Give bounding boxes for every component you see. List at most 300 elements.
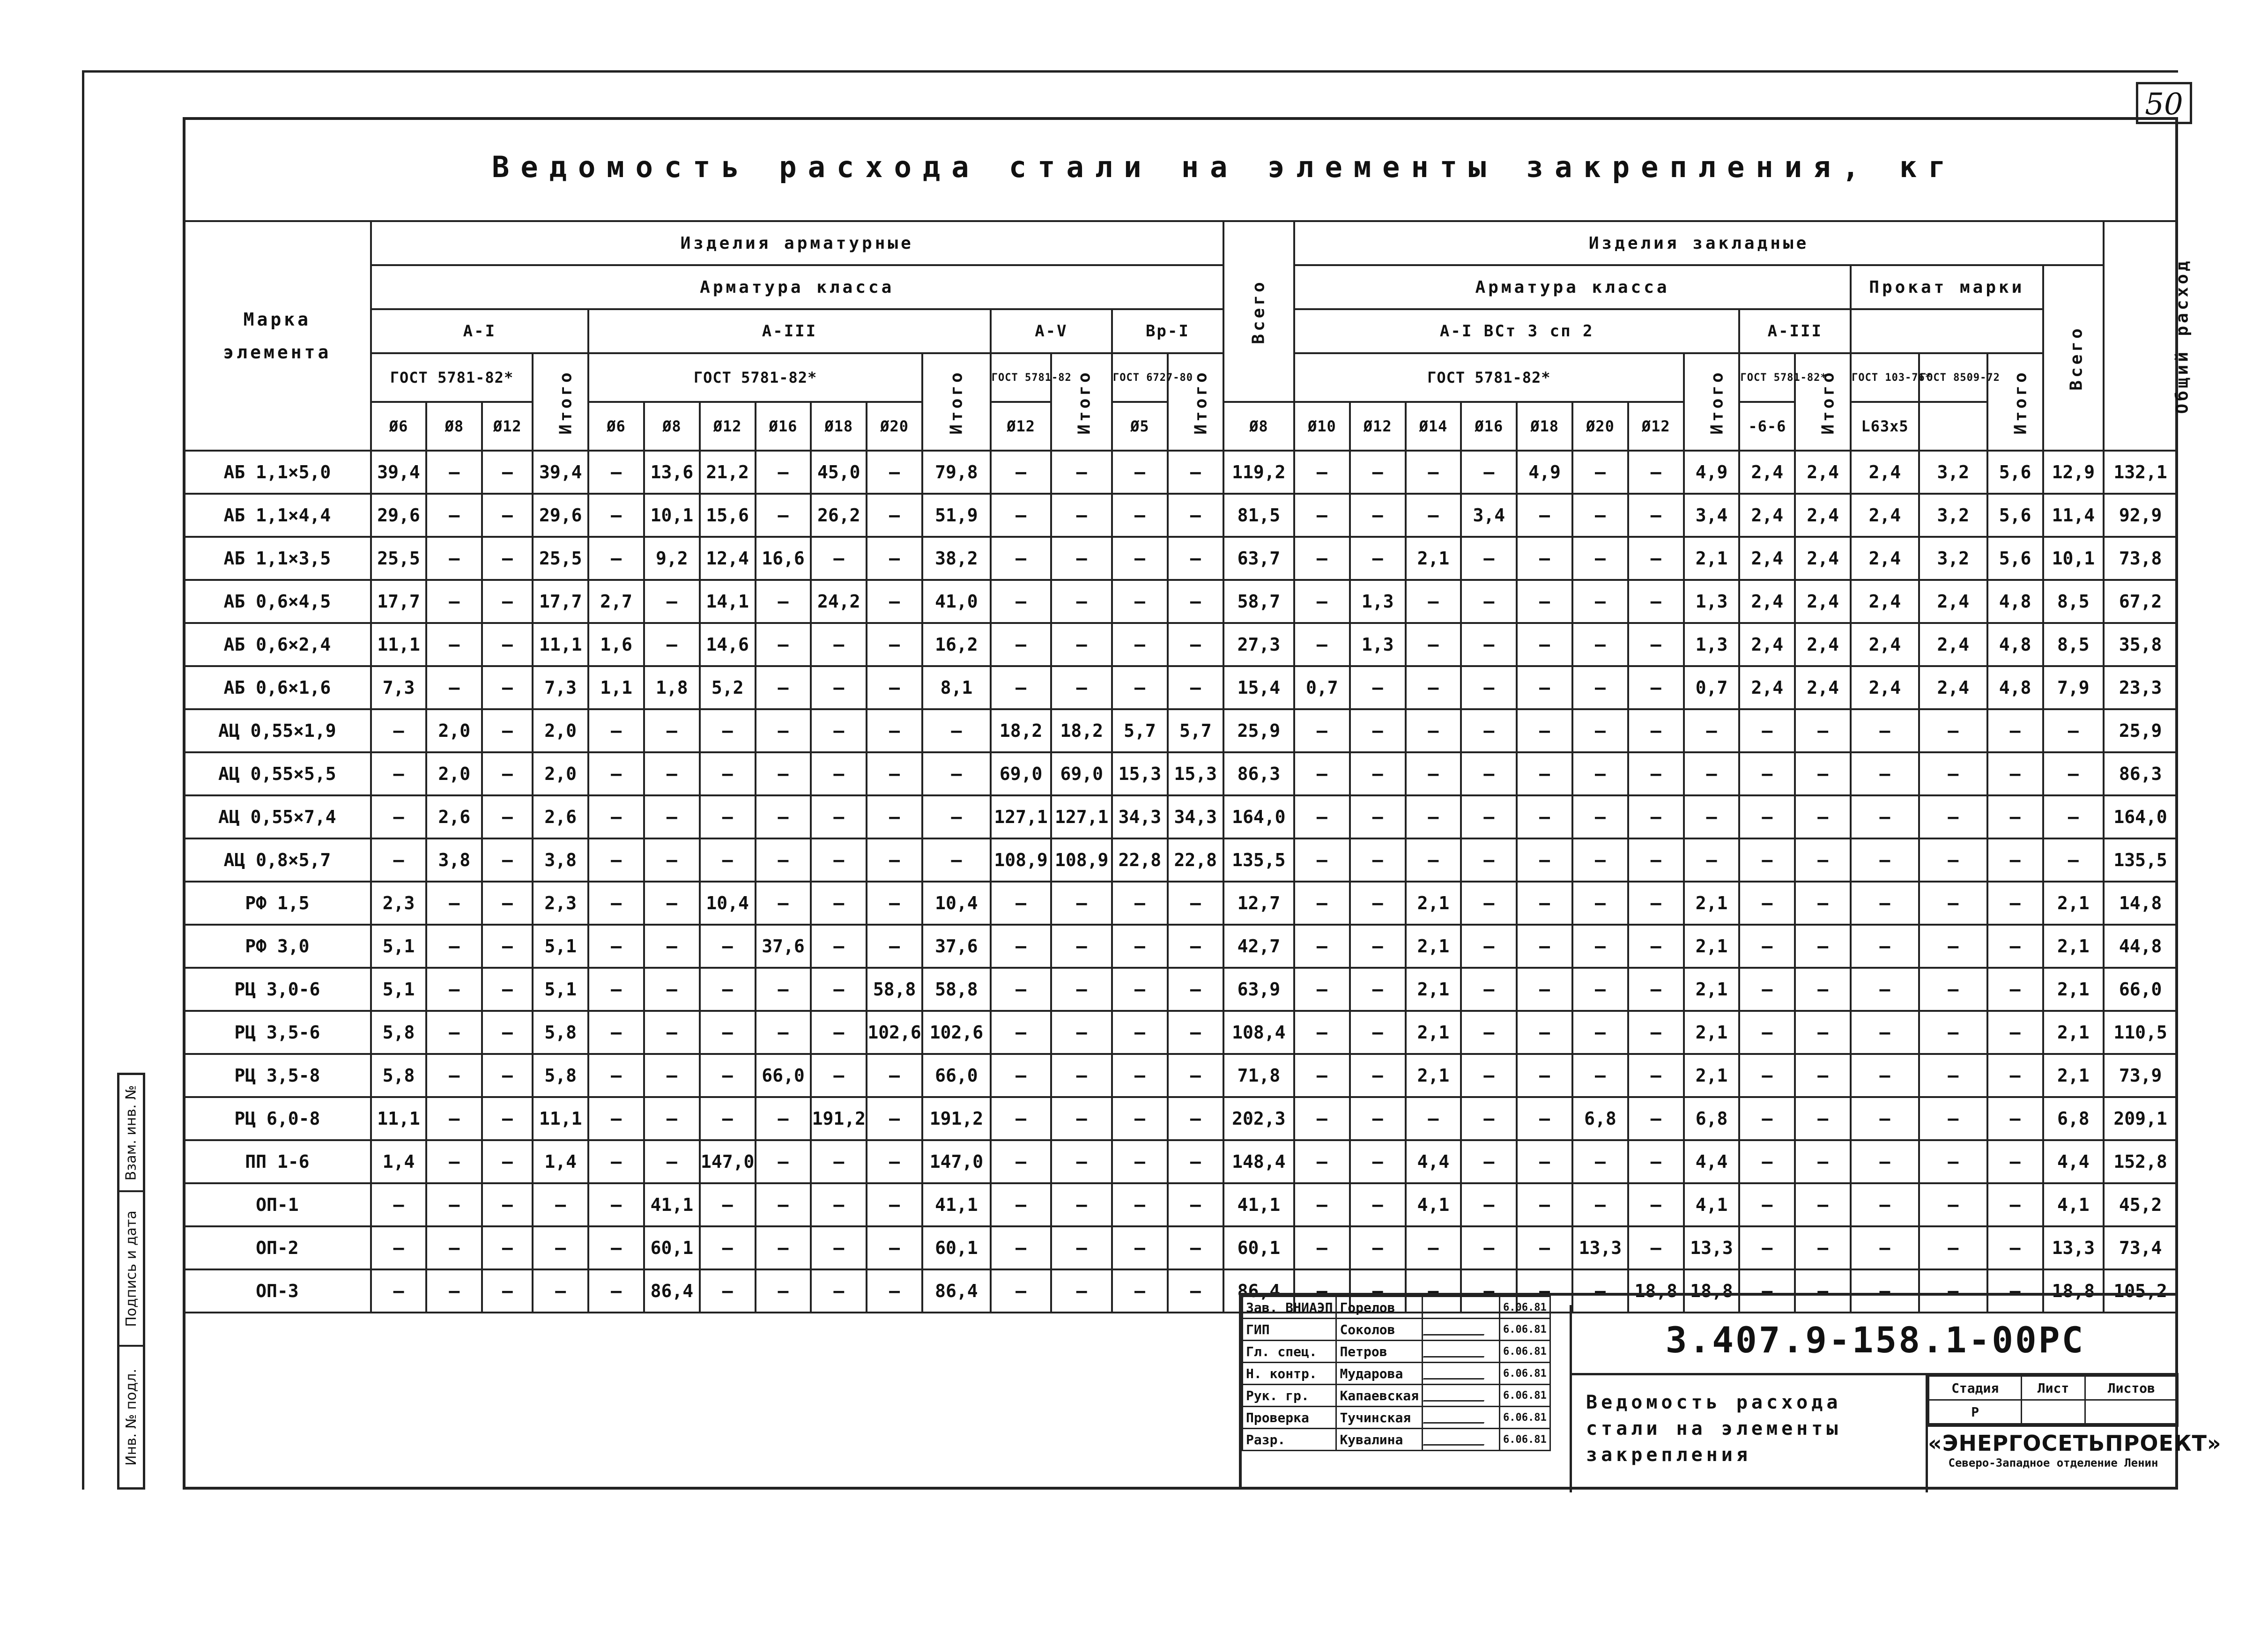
table-cell: —: [1350, 451, 1406, 494]
table-body: [184, 451, 2177, 1313]
table-cell: 22,8: [1168, 838, 1223, 882]
table-cell: —: [1517, 882, 1572, 925]
table-cell: 13,3: [2043, 1226, 2104, 1269]
table-cell: —: [1350, 1097, 1406, 1140]
table-row: [184, 925, 2177, 968]
gost-roll-1: ГОСТ 103-76*: [1851, 353, 1919, 402]
table-cell: —: [1051, 925, 1112, 968]
table-cell: —: [922, 709, 991, 752]
table-cell: —: [1461, 838, 1517, 882]
table-cell: —: [1168, 1140, 1223, 1183]
table-cell: —: [1572, 925, 1628, 968]
table-cell: —: [756, 1140, 811, 1183]
table-cell: —: [700, 709, 756, 752]
table-cell: —: [1517, 580, 1572, 623]
table-cell: —: [1572, 838, 1628, 882]
signature-row: [1243, 1363, 1550, 1385]
table-cell: —: [700, 1097, 756, 1140]
element-mark: ОП-3: [184, 1269, 371, 1313]
class-vri-header: Вр-I: [1112, 309, 1223, 353]
itogo-emb-aiii-header: Итого: [1795, 353, 1851, 451]
table-cell: —: [1294, 1226, 1350, 1269]
table-cell: 4,1: [2043, 1183, 2104, 1226]
table-cell: 1,1: [588, 666, 644, 709]
table-cell: —: [482, 494, 533, 537]
table-cell: 132,1: [2104, 451, 2177, 494]
table-cell: —: [1517, 795, 1572, 838]
table-cell: 86,3: [2104, 752, 2177, 795]
table-cell: —: [1987, 795, 2043, 838]
gost-av: ГОСТ 5781-82: [991, 353, 1052, 402]
table-cell: —: [482, 795, 533, 838]
table-cell: —: [756, 838, 811, 882]
itogo-ai-header: Итого: [533, 353, 588, 451]
table-cell: —: [1517, 1140, 1572, 1183]
signature-mark: [1423, 1297, 1500, 1319]
table-cell: 3,2: [1919, 494, 1987, 537]
embedded-rebar-class-header: Арматура класса: [1294, 265, 1851, 309]
table-cell: 152,8: [2104, 1140, 2177, 1183]
table-cell: —: [1051, 1097, 1112, 1140]
class-av-header: А-V: [991, 309, 1112, 353]
signature-date: 6.06.81: [1500, 1429, 1550, 1451]
signature-row: [1243, 1407, 1550, 1429]
table-cell: 11,4: [2043, 494, 2104, 537]
table-cell: —: [1461, 1140, 1517, 1183]
table-cell: 60,1: [1223, 1226, 1294, 1269]
table-cell: —: [644, 882, 700, 925]
table-cell: —: [371, 1269, 427, 1313]
table-cell: —: [1795, 925, 1851, 968]
table-cell: —: [426, 968, 482, 1011]
table-cell: —: [1406, 666, 1461, 709]
table-cell: —: [426, 1097, 482, 1140]
table-cell: —: [756, 752, 811, 795]
table-cell: 69,0: [1051, 752, 1112, 795]
table-cell: —: [482, 752, 533, 795]
table-cell: 58,8: [922, 968, 991, 1011]
table-cell: —: [482, 580, 533, 623]
table-row: [184, 709, 2177, 752]
table-cell: 11,1: [371, 1097, 427, 1140]
table-cell: —: [1628, 451, 1684, 494]
table-cell: 3,2: [1919, 451, 1987, 494]
table-cell: —: [1572, 1140, 1628, 1183]
element-mark: РЦ 3,0-6: [184, 968, 371, 1011]
table-cell: 191,2: [922, 1097, 991, 1140]
table-cell: —: [991, 925, 1052, 968]
table-cell: 18,8: [1628, 1269, 1684, 1313]
itogo-roll-header: Итого: [1987, 353, 2043, 451]
table-cell: 3,4: [1684, 494, 1740, 537]
table-cell: —: [700, 1054, 756, 1097]
table-cell: 86,4: [1223, 1269, 1294, 1313]
table-cell: —: [991, 882, 1052, 925]
table-cell: —: [1294, 968, 1350, 1011]
table-cell: —: [1168, 537, 1223, 580]
table-cell: —: [588, 1054, 644, 1097]
table-cell: —: [867, 1140, 922, 1183]
table-cell: —: [1461, 580, 1517, 623]
stage-value: Р: [1929, 1400, 2022, 1424]
title-block: [1239, 1293, 2222, 1490]
table-cell: —: [1851, 795, 1919, 838]
signature-date: 6.06.81: [1500, 1407, 1550, 1429]
table-cell: —: [644, 925, 700, 968]
table-cell: —: [1919, 882, 1987, 925]
table-cell: —: [1294, 451, 1350, 494]
table-cell: —: [1517, 968, 1572, 1011]
table-cell: —: [867, 925, 922, 968]
signature-name: Тучинская: [1336, 1407, 1423, 1429]
table-cell: —: [1851, 838, 1919, 882]
sheet-value: [2022, 1400, 2085, 1424]
table-cell: —: [588, 795, 644, 838]
table-cell: 12,9: [2043, 451, 2104, 494]
table-cell: —: [1795, 709, 1851, 752]
signature-name: Мударова: [1336, 1363, 1423, 1385]
table-cell: 44,8: [2104, 925, 2177, 968]
table-cell: —: [1795, 838, 1851, 882]
table-cell: —: [1168, 1269, 1223, 1313]
table-cell: —: [1987, 968, 2043, 1011]
table-cell: —: [1919, 1140, 1987, 1183]
signature-mark: [1423, 1407, 1500, 1429]
table-cell: 63,7: [1223, 537, 1294, 580]
table-cell: —: [756, 1183, 811, 1226]
table-cell: —: [1517, 494, 1572, 537]
table-cell: —: [991, 1140, 1052, 1183]
table-cell: —: [1517, 838, 1572, 882]
table-cell: —: [1112, 451, 1168, 494]
table-cell: 25,5: [371, 537, 427, 580]
table-cell: —: [588, 537, 644, 580]
table-cell: —: [1628, 666, 1684, 709]
document-name: Ведомость расхода стали на элементы закрепления: [1570, 1375, 1926, 1492]
col-vri-d5: Ø5: [1112, 402, 1168, 451]
table-cell: —: [482, 537, 533, 580]
table-cell: —: [756, 1269, 811, 1313]
table-cell: 5,8: [533, 1011, 588, 1054]
signature-role: Гл. спец.: [1243, 1341, 1336, 1363]
table-cell: —: [991, 1226, 1052, 1269]
table-cell: —: [811, 709, 867, 752]
table-cell: —: [1350, 838, 1406, 882]
element-mark: АЦ 0,55×1,9: [184, 709, 371, 752]
element-mark: РФ 3,0: [184, 925, 371, 968]
table-cell: 17,7: [533, 580, 588, 623]
table-cell: —: [426, 1011, 482, 1054]
table-cell: 108,4: [1223, 1011, 1294, 1054]
col-aiii-d16: Ø16: [756, 402, 811, 451]
table-cell: 25,5: [533, 537, 588, 580]
table-cell: 2,6: [426, 795, 482, 838]
table-cell: —: [1461, 795, 1517, 838]
table-cell: 2,4: [1919, 580, 1987, 623]
table-cell: 14,1: [700, 580, 756, 623]
table-cell: —: [1112, 666, 1168, 709]
table-cell: —: [371, 795, 427, 838]
table-cell: 1,8: [644, 666, 700, 709]
table-cell: 5,1: [371, 968, 427, 1011]
embedded-total-header: Всего: [2043, 265, 2104, 451]
table-cell: 11,1: [371, 623, 427, 666]
table-cell: —: [1406, 1097, 1461, 1140]
col-av-d12: Ø12: [991, 402, 1052, 451]
side-stamp-inv: Инв. № подл.: [123, 1368, 140, 1466]
table-cell: —: [1851, 1097, 1919, 1140]
table-cell: —: [426, 1140, 482, 1183]
table-cell: —: [1572, 623, 1628, 666]
rolled-gost-blank: [1851, 309, 2043, 353]
table-row: [184, 451, 2177, 494]
table-cell: 39,4: [371, 451, 427, 494]
table-cell: —: [371, 1183, 427, 1226]
table-cell: —: [1684, 838, 1740, 882]
table-cell: 42,7: [1223, 925, 1294, 968]
table-cell: —: [482, 1183, 533, 1226]
table-cell: —: [426, 1226, 482, 1269]
table-cell: —: [1572, 882, 1628, 925]
table-cell: —: [588, 494, 644, 537]
signature-role: Проверка: [1243, 1407, 1336, 1429]
table-cell: 73,4: [2104, 1226, 2177, 1269]
gost-emb-aiii: ГОСТ 5781-82*: [1739, 353, 1795, 402]
table-cell: 135,5: [1223, 838, 1294, 882]
table-cell: 29,6: [533, 494, 588, 537]
document-title: Ведомость расхода стали на элементы закрепления, кг: [492, 150, 1957, 184]
table-cell: —: [1987, 1011, 2043, 1054]
table-cell: 2,1: [1684, 1054, 1740, 1097]
element-mark: ОП-2: [184, 1226, 371, 1269]
table-cell: —: [1461, 1011, 1517, 1054]
table-cell: —: [588, 882, 644, 925]
table-cell: —: [1684, 709, 1740, 752]
table-cell: 58,8: [867, 968, 922, 1011]
table-cell: 2,1: [2043, 925, 2104, 968]
table-cell: —: [426, 925, 482, 968]
table-cell: 66,0: [922, 1054, 991, 1097]
table-cell: —: [588, 451, 644, 494]
table-cell: —: [991, 1054, 1052, 1097]
table-cell: —: [756, 882, 811, 925]
table-cell: 2,1: [1406, 1011, 1461, 1054]
table-cell: —: [1572, 752, 1628, 795]
table-cell: —: [426, 623, 482, 666]
table-cell: 164,0: [1223, 795, 1294, 838]
table-cell: 73,9: [2104, 1054, 2177, 1097]
table-cell: —: [1350, 1226, 1406, 1269]
table-cell: —: [991, 1011, 1052, 1054]
table-cell: —: [1517, 623, 1572, 666]
table-cell: 2,1: [1406, 925, 1461, 968]
itogo-vri-header: Итого: [1168, 353, 1223, 451]
table-cell: —: [1168, 451, 1223, 494]
table-cell: 5,7: [1112, 709, 1168, 752]
table-cell: —: [482, 623, 533, 666]
table-cell: 5,8: [371, 1011, 427, 1054]
table-cell: —: [756, 580, 811, 623]
table-cell: 2,1: [1684, 925, 1740, 968]
table-cell: 60,1: [922, 1226, 991, 1269]
table-cell: —: [867, 1183, 922, 1226]
table-cell: —: [482, 968, 533, 1011]
handwritten-signature: [1423, 1408, 1490, 1424]
table-cell: 4,1: [1406, 1183, 1461, 1226]
col-emb-d8: Ø8: [1223, 402, 1294, 451]
table-cell: 79,8: [922, 451, 991, 494]
table-cell: 2,6: [533, 795, 588, 838]
table-cell: —: [1294, 838, 1350, 882]
table-cell: —: [1461, 451, 1517, 494]
organization-sub: Северо-Западное отделение Ленин: [1948, 1456, 2158, 1469]
signature-mark: [1423, 1385, 1500, 1407]
table-cell: 119,2: [1223, 451, 1294, 494]
table-cell: —: [1987, 1140, 2043, 1183]
signature-name: Горелов: [1336, 1297, 1423, 1319]
signature-name: Соколов: [1336, 1319, 1423, 1341]
table-cell: —: [700, 838, 756, 882]
table-cell: —: [482, 838, 533, 882]
table-cell: —: [1987, 838, 2043, 882]
table-cell: —: [426, 1183, 482, 1226]
table-cell: —: [371, 709, 427, 752]
table-cell: 21,2: [700, 451, 756, 494]
table-cell: 63,9: [1223, 968, 1294, 1011]
table-cell: 71,8: [1223, 1054, 1294, 1097]
table-cell: —: [1168, 1183, 1223, 1226]
table-cell: —: [482, 666, 533, 709]
table-cell: —: [1628, 1097, 1684, 1140]
table-cell: —: [1851, 1269, 1919, 1313]
table-cell: —: [1628, 537, 1684, 580]
table-cell: —: [811, 882, 867, 925]
table-cell: —: [1851, 752, 1919, 795]
table-cell: —: [867, 623, 922, 666]
table-cell: —: [1628, 1226, 1684, 1269]
table-cell: —: [1350, 968, 1406, 1011]
col-roll-angle: L63x5: [1851, 402, 1919, 451]
table-cell: —: [756, 795, 811, 838]
table-cell: —: [1684, 752, 1740, 795]
table-cell: —: [1294, 925, 1350, 968]
table-cell: —: [1628, 752, 1684, 795]
table-cell: —: [1051, 1269, 1112, 1313]
table-cell: —: [1350, 795, 1406, 838]
table-cell: —: [533, 1183, 588, 1226]
table-cell: —: [1795, 795, 1851, 838]
table-cell: —: [1919, 1054, 1987, 1097]
table-cell: 4,8: [1987, 580, 2043, 623]
table-cell: —: [1517, 1183, 1572, 1226]
stage-grid: [1926, 1375, 2179, 1427]
table-cell: —: [991, 494, 1052, 537]
table-cell: —: [811, 666, 867, 709]
table-cell: 4,9: [1517, 451, 1572, 494]
table-cell: —: [426, 537, 482, 580]
table-cell: —: [1406, 623, 1461, 666]
table-cell: 0,7: [1684, 666, 1740, 709]
table-cell: —: [756, 623, 811, 666]
table-cell: 4,8: [1987, 666, 2043, 709]
table-cell: —: [1739, 1097, 1795, 1140]
table-cell: 148,4: [1223, 1140, 1294, 1183]
table-cell: —: [867, 838, 922, 882]
table-cell: —: [1406, 580, 1461, 623]
table-cell: —: [867, 1269, 922, 1313]
table-cell: —: [811, 1226, 867, 1269]
itogo-aiii-header: Итого: [922, 353, 991, 451]
table-cell: —: [1461, 1054, 1517, 1097]
table-cell: 51,9: [922, 494, 991, 537]
table-cell: —: [1051, 1183, 1112, 1226]
table-cell: —: [1739, 795, 1795, 838]
table-cell: 1,3: [1684, 623, 1740, 666]
gost-emb: ГОСТ 5781-82*: [1294, 353, 1684, 402]
table-cell: 2,4: [1851, 623, 1919, 666]
table-cell: 18,2: [1051, 709, 1112, 752]
table-cell: —: [1517, 1097, 1572, 1140]
table-cell: —: [700, 795, 756, 838]
table-cell: 3,8: [426, 838, 482, 882]
table-cell: —: [1294, 494, 1350, 537]
table-cell: —: [1294, 709, 1350, 752]
table-cell: —: [1350, 882, 1406, 925]
outer-border-top: [82, 70, 2178, 73]
table-row: [184, 494, 2177, 537]
table-cell: —: [588, 752, 644, 795]
table-cell: —: [1628, 580, 1684, 623]
table-cell: —: [1461, 752, 1517, 795]
table-cell: 3,8: [533, 838, 588, 882]
col-ai-d12: Ø12: [482, 402, 533, 451]
table-wrapper: [183, 220, 2192, 1313]
table-cell: 191,2: [811, 1097, 867, 1140]
table-cell: 10,1: [2043, 537, 2104, 580]
table-cell: —: [1739, 1183, 1795, 1226]
table-cell: —: [867, 1097, 922, 1140]
table-cell: —: [1572, 1269, 1628, 1313]
table-cell: —: [1517, 752, 1572, 795]
handwritten-signature: [1423, 1386, 1490, 1402]
table-cell: —: [1350, 666, 1406, 709]
outer-border-left: [82, 70, 84, 1490]
itogo-emb-header: Итого: [1684, 353, 1740, 451]
signature-name: Капаевская: [1336, 1385, 1423, 1407]
table-cell: —: [1851, 709, 1919, 752]
table-cell: 34,3: [1168, 795, 1223, 838]
table-cell: 10,4: [922, 882, 991, 925]
table-cell: —: [1051, 882, 1112, 925]
table-cell: —: [1112, 968, 1168, 1011]
table-cell: —: [1406, 494, 1461, 537]
table-cell: —: [644, 709, 700, 752]
table-cell: —: [426, 1269, 482, 1313]
table-cell: 2,0: [533, 752, 588, 795]
signature-role: Рук. гр.: [1243, 1385, 1336, 1407]
sheet-label: Лист: [2022, 1376, 2085, 1400]
table-cell: —: [1851, 1140, 1919, 1183]
table-cell: 7,9: [2043, 666, 2104, 709]
table-cell: —: [1919, 795, 1987, 838]
embedded-group-header: Изделия закладные: [1294, 221, 2104, 265]
table-cell: —: [1628, 795, 1684, 838]
table-cell: —: [991, 666, 1052, 709]
table-cell: —: [922, 752, 991, 795]
signature-mark: [1423, 1319, 1500, 1341]
table-row: [184, 838, 2177, 882]
table-cell: 1,6: [588, 623, 644, 666]
